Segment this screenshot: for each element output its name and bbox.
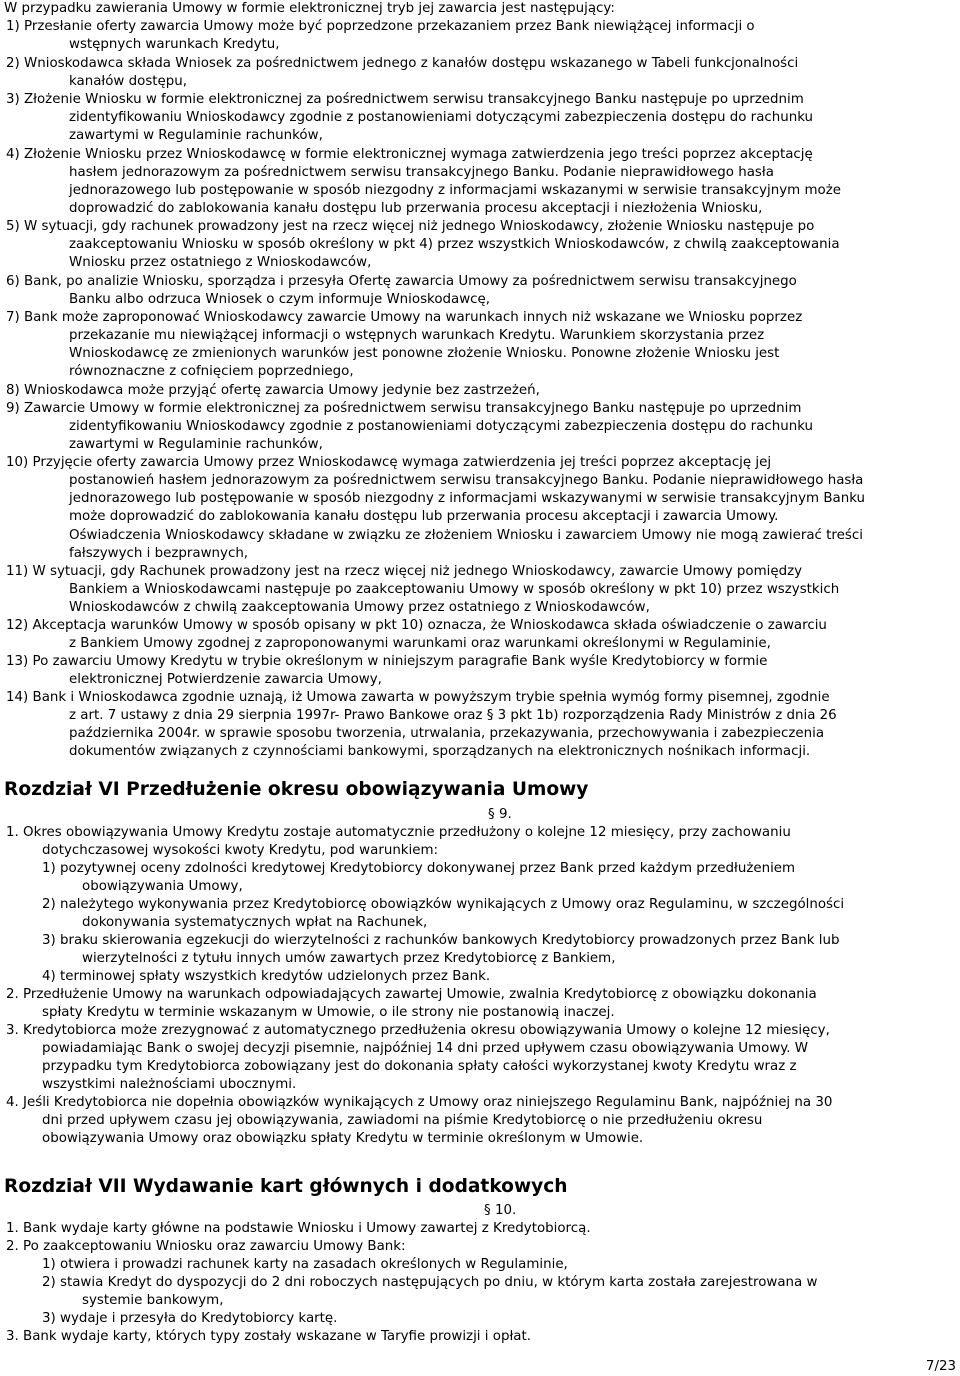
section-symbol: § 9.: [488, 807, 512, 822]
paragraph-4: 4. Jeśli Kredytobiorca nie dopełnia obowiązków wynikających z Umowy oraz niniejszego Regulaminu Bank, najpóźniej na 30: [6, 1095, 833, 1110]
list-item-9-cont: zawartymi w Regulaminie rachunków,: [69, 437, 323, 452]
list-item-13: 13) Po zawarciu Umowy Kredytu w trybie określonym w niniejszym paragrafie Bank wyśle Kredytobiorcy w formie: [6, 654, 768, 669]
sub-item-1-cont: obowiązywania Umowy,: [82, 879, 243, 894]
list-item-5-cont: zaakceptowaniu Wniosku w sposób określony w pkt 4) przez wszystkich Wnioskodawców, z chwilą zaakceptowania: [69, 237, 840, 252]
list-item-10-cont: Oświadczenia Wnioskodawcy składane w związku ze złożeniem Wniosku i zawarciem Umowy nie mogą zawierać treści: [69, 528, 863, 543]
list-item-11-cont: Bankiem a Wnioskodawcami następuje po zaakceptowaniu Umowy w sposób określony w pkt 10) przez wszystkich: [69, 582, 840, 597]
list-item-6: 6) Bank, po analizie Wniosku, sporządza i przesyła Ofertę zawarcia Umowy za pośrednictwem serwisu transakcyjnego: [6, 274, 797, 289]
chapter-heading: Rozdział VI Przedłużenie okresu obowiązywania Umowy: [4, 779, 589, 800]
list-item-2-cont: kanałów dostępu,: [69, 74, 188, 89]
list-item-11: 11) W sytuacji, gdy Rachunek prowadzony jest na rzecz więcej niż jednego Wnioskodawcy, zawarcie Umowy pomiędzy: [6, 564, 803, 579]
list-item-7-cont: przekazanie mu niewiążącej informacji o wstępnych warunkach Kredytu. Warunkiem skorzystania przez: [69, 328, 765, 343]
sub-item-3-cont: wierzytelności z tytułu innych umów zawartych przez Kredytobiorcę z Bankiem,: [82, 951, 616, 966]
list-item-14-cont: dokumentów związanych z czynnościami bankowymi, sporządzanych na elektronicznych nośnikach informacji.: [69, 744, 811, 759]
sub-item-3: 3) braku skierowania egzekucji do wierzytelności z rachunków bankowych Kredytobiorcy prowadzonych przez Bank lub: [42, 933, 840, 948]
paragraph-1: 1. Okres obowiązywania Umowy Kredytu zostaje automatycznie przedłużony o kolejne 12 miesięcy, przy zachowaniu: [6, 825, 791, 840]
sub-item-2: 2) należytego wykonywania przez Kredytobiorcę obowiązków wynikających z Umowy oraz Regulaminu, w szczególności: [42, 897, 845, 912]
list-item-1-cont: wstępnych warunkach Kredytu,: [69, 37, 280, 52]
list-item-1: 1) Przesłanie oferty zawarcia Umowy może być poprzedzone przekazaniem przez Bank niewiążącej informacji o: [6, 19, 755, 34]
sub-item-3: 3) wydaje i przesyła do Kredytobiorcy kartę.: [42, 1311, 338, 1326]
paragraph-4-cont: dni przed upływem czasu jej obowiązywania, zawiadomi na piśmie Kredytobiorcę o nie przedłużeniu okresu: [42, 1113, 763, 1128]
paragraph-3: 3. Kredytobiorca może zrezygnować z automatycznego przedłużenia okresu obowiązywania Umowy o kolejne 12 miesięcy,: [6, 1023, 830, 1038]
list-item-3-cont: zawartymi w Regulaminie rachunków,: [69, 128, 323, 143]
list-item-10: 10) Przyjęcie oferty zawarcia Umowy przez Wnioskodawcę wymaga zatwierdzenia jej treści poprzez akceptację jej: [6, 455, 772, 470]
list-item-7-cont: Wnioskodawcę ze zmienionych warunków jest ponowne złożenie Wniosku. Ponowne złożenie Wniosku jest: [69, 346, 780, 361]
sub-item-2-cont: systemie bankowym,: [82, 1293, 224, 1308]
list-item-8: 8) Wnioskodawca może przyjąć ofertę zawarcia Umowy jedynie bez zastrzeżeń,: [6, 383, 540, 398]
list-item-14-cont: z art. 7 ustawy z dnia 29 sierpnia 1997r- Prawo Bankowe oraz § 3 pkt 1b) rozporządzenia Rady Ministrów z dnia 26: [69, 708, 837, 723]
list-item-3: 3) Złożenie Wniosku w formie elektronicznej za pośrednictwem serwisu transakcyjnego Banku następuje po uprzednim: [6, 92, 804, 107]
list-item-10-cont: fałszywych i bezprawnych,: [69, 546, 249, 561]
list-item-6-cont: Banku albo odrzuca Wniosek o czym informuje Wnioskodawcę,: [69, 292, 491, 307]
paragraph-2: 2. Przedłużenie Umowy na warunkach odpowiadających zawartej Umowie, zwalnia Kredytobiorcę z obowiązku dokonania: [6, 987, 817, 1002]
list-item-4-cont: doprowadzić do zablokowania kanału dostępu lub przerwania procesu akceptacji i niezłożenia Wniosku,: [69, 201, 763, 216]
section-symbol: § 10.: [484, 1203, 517, 1218]
sub-item-1: 1) otwiera i prowadzi rachunek karty na zasadach określonych w Regulaminie,: [42, 1257, 568, 1272]
list-item-5-cont: Wniosku przez ostatniego z Wnioskodawców,: [69, 255, 372, 270]
list-item-7-cont: równoznaczne z cofnięciem poprzedniego,: [69, 364, 354, 379]
sub-item-2: 2) stawia Kredyt do dyspozycji do 2 dni roboczych następujących po dniu, w którym karta została zarejestrowana w: [42, 1275, 818, 1290]
list-item-9: 9) Zawarcie Umowy w formie elektronicznej za pośrednictwem serwisu transakcyjnego Banku następuje po uprzednim: [6, 401, 802, 416]
list-item-4: 4) Złożenie Wniosku przez Wnioskodawcę w formie elektronicznej wymaga zatwierdzenia jego treści poprzez akceptację: [6, 147, 813, 162]
paragraph-2-cont: spłaty Kredytu w terminie wskazanym w Umowie, o ile strony nie postanowią inaczej.: [42, 1005, 615, 1020]
paragraph-3-cont: wszystkimi należnościami ubocznymi.: [42, 1077, 297, 1092]
list-item-5: 5) W sytuacji, gdy rachunek prowadzony jest na rzecz więcej niż jednego Wnioskodawcy, złożenie Wniosku następuje po: [6, 219, 815, 234]
list-item-2: 2) Wnioskodawca składa Wniosek za pośrednictwem jednego z kanałów dostępu wskazanego w Tabeli funkcjonalności: [6, 56, 799, 71]
sub-item-4: 4) terminowej spłaty wszystkich kredytów udzielonych przez Bank.: [42, 969, 491, 984]
sub-item-2-cont: dokonywania systematycznych wpłat na Rachunek,: [82, 915, 428, 930]
paragraph-2: 2. Po zaakceptowaniu Wniosku oraz zawarciu Umowy Bank:: [6, 1239, 406, 1254]
paragraph-1: 1. Bank wydaje karty główne na podstawie Wniosku i Umowy zawartej z Kredytobiorcą.: [6, 1221, 591, 1236]
list-item-10-cont: jednorazowego lub postępowanie w sposób niezgodny z informacjami wskazywanymi w serwisie transakcyjnym Banku: [69, 491, 866, 506]
list-item-14: 14) Bank i Wnioskodawca zgodnie uznają, iż Umowa zawarta w powyższym trybie spełnia wymóg formy pisemnej, zgodnie: [6, 690, 830, 705]
list-item-14-cont: października 2004r. w sprawie sposobu tworzenia, utrwalania, przekazywania, przechowywania i zabezpieczenia: [69, 726, 825, 741]
paragraph-3-cont: powiadamiając Bank o swojej decyzji pisemnie, najpóźniej 14 dni przed upływem czasu obowiązywania Umowy. W: [42, 1041, 809, 1056]
list-item-11-cont: Wnioskodawców z chwilą zaakceptowania Umowy przez ostatniego z Wnioskodawców,: [69, 600, 650, 615]
paragraph-4-cont: obowiązywania Umowy oraz obowiązku spłaty Kredytu w terminie określonym w Umowie.: [42, 1131, 644, 1146]
paragraph-3: 3. Bank wydaje karty, których typy zostały wskazane w Taryfie prowizji i opłat.: [6, 1329, 531, 1344]
intro-line: W przypadku zawierania Umowy w formie elektronicznej tryb jej zawarcia jest następujący:: [4, 1, 615, 16]
list-item-7: 7) Bank może zaproponować Wnioskodawcy zawarcie Umowy na warunkach innych niż wskazane we Wniosku poprzez: [6, 310, 803, 325]
list-item-10-cont: może doprowadzić do zablokowania kanału dostępu lub przerwania procesu akceptacji i zawarcia Umowy.: [69, 509, 779, 524]
list-item-10-cont: postanowień hasłem jednorazowym za pośrednictwem serwisu transakcyjnego Banku. Podanie nieprawidłowego hasła: [69, 473, 864, 488]
list-item-3-cont: zidentyfikowaniu Wnioskodawcy zgodnie z postanowieniami dotyczącymi zabezpieczenia dostępu do rachunku: [69, 110, 814, 125]
sub-item-1: 1) pozytywnej oceny zdolności kredytowej Kredytobiorcy dokonywanej przez Bank przed każdym przedłużeniem: [42, 861, 796, 876]
list-item-13-cont: elektronicznej Potwierdzenie zawarcia Umowy,: [69, 672, 382, 687]
paragraph-3-cont: przypadku tym Kredytobiorca zobowiązany jest do dokonania spłaty całości wykorzystanej kwoty Kredytu wraz z: [42, 1059, 797, 1074]
page-number: 7/23: [925, 1359, 956, 1374]
list-item-4-cont: hasłem jednorazowym za pośrednictwem serwisu transakcyjnego Banku. Podanie nieprawidłowego hasła: [69, 165, 774, 180]
list-item-12-cont: z Bankiem Umowy zgodnej z zaproponowanymi warunkami oraz warunkami określonymi w Regulaminie,: [69, 636, 771, 651]
list-item-9-cont: zidentyfikowaniu Wnioskodawcy zgodnie z postanowieniami dotyczącymi zabezpieczenia dostępu do rachunku: [69, 419, 814, 434]
chapter-heading: Rozdział VII Wydawanie kart głównych i dodatkowych: [4, 1176, 568, 1197]
list-item-4-cont: jednorazowego lub postępowanie w sposób niezgodny z informacjami wskazanymi w serwisie transakcyjnym może: [69, 183, 841, 198]
paragraph-1-cont: dotychczasowej wysokości kwoty Kredytu, pod warunkiem:: [42, 843, 439, 858]
list-item-12: 12) Akceptacja warunków Umowy w sposób opisany w pkt 10) oznacza, że Wnioskodawca składa oświadczenie o zawarciu: [6, 618, 827, 633]
